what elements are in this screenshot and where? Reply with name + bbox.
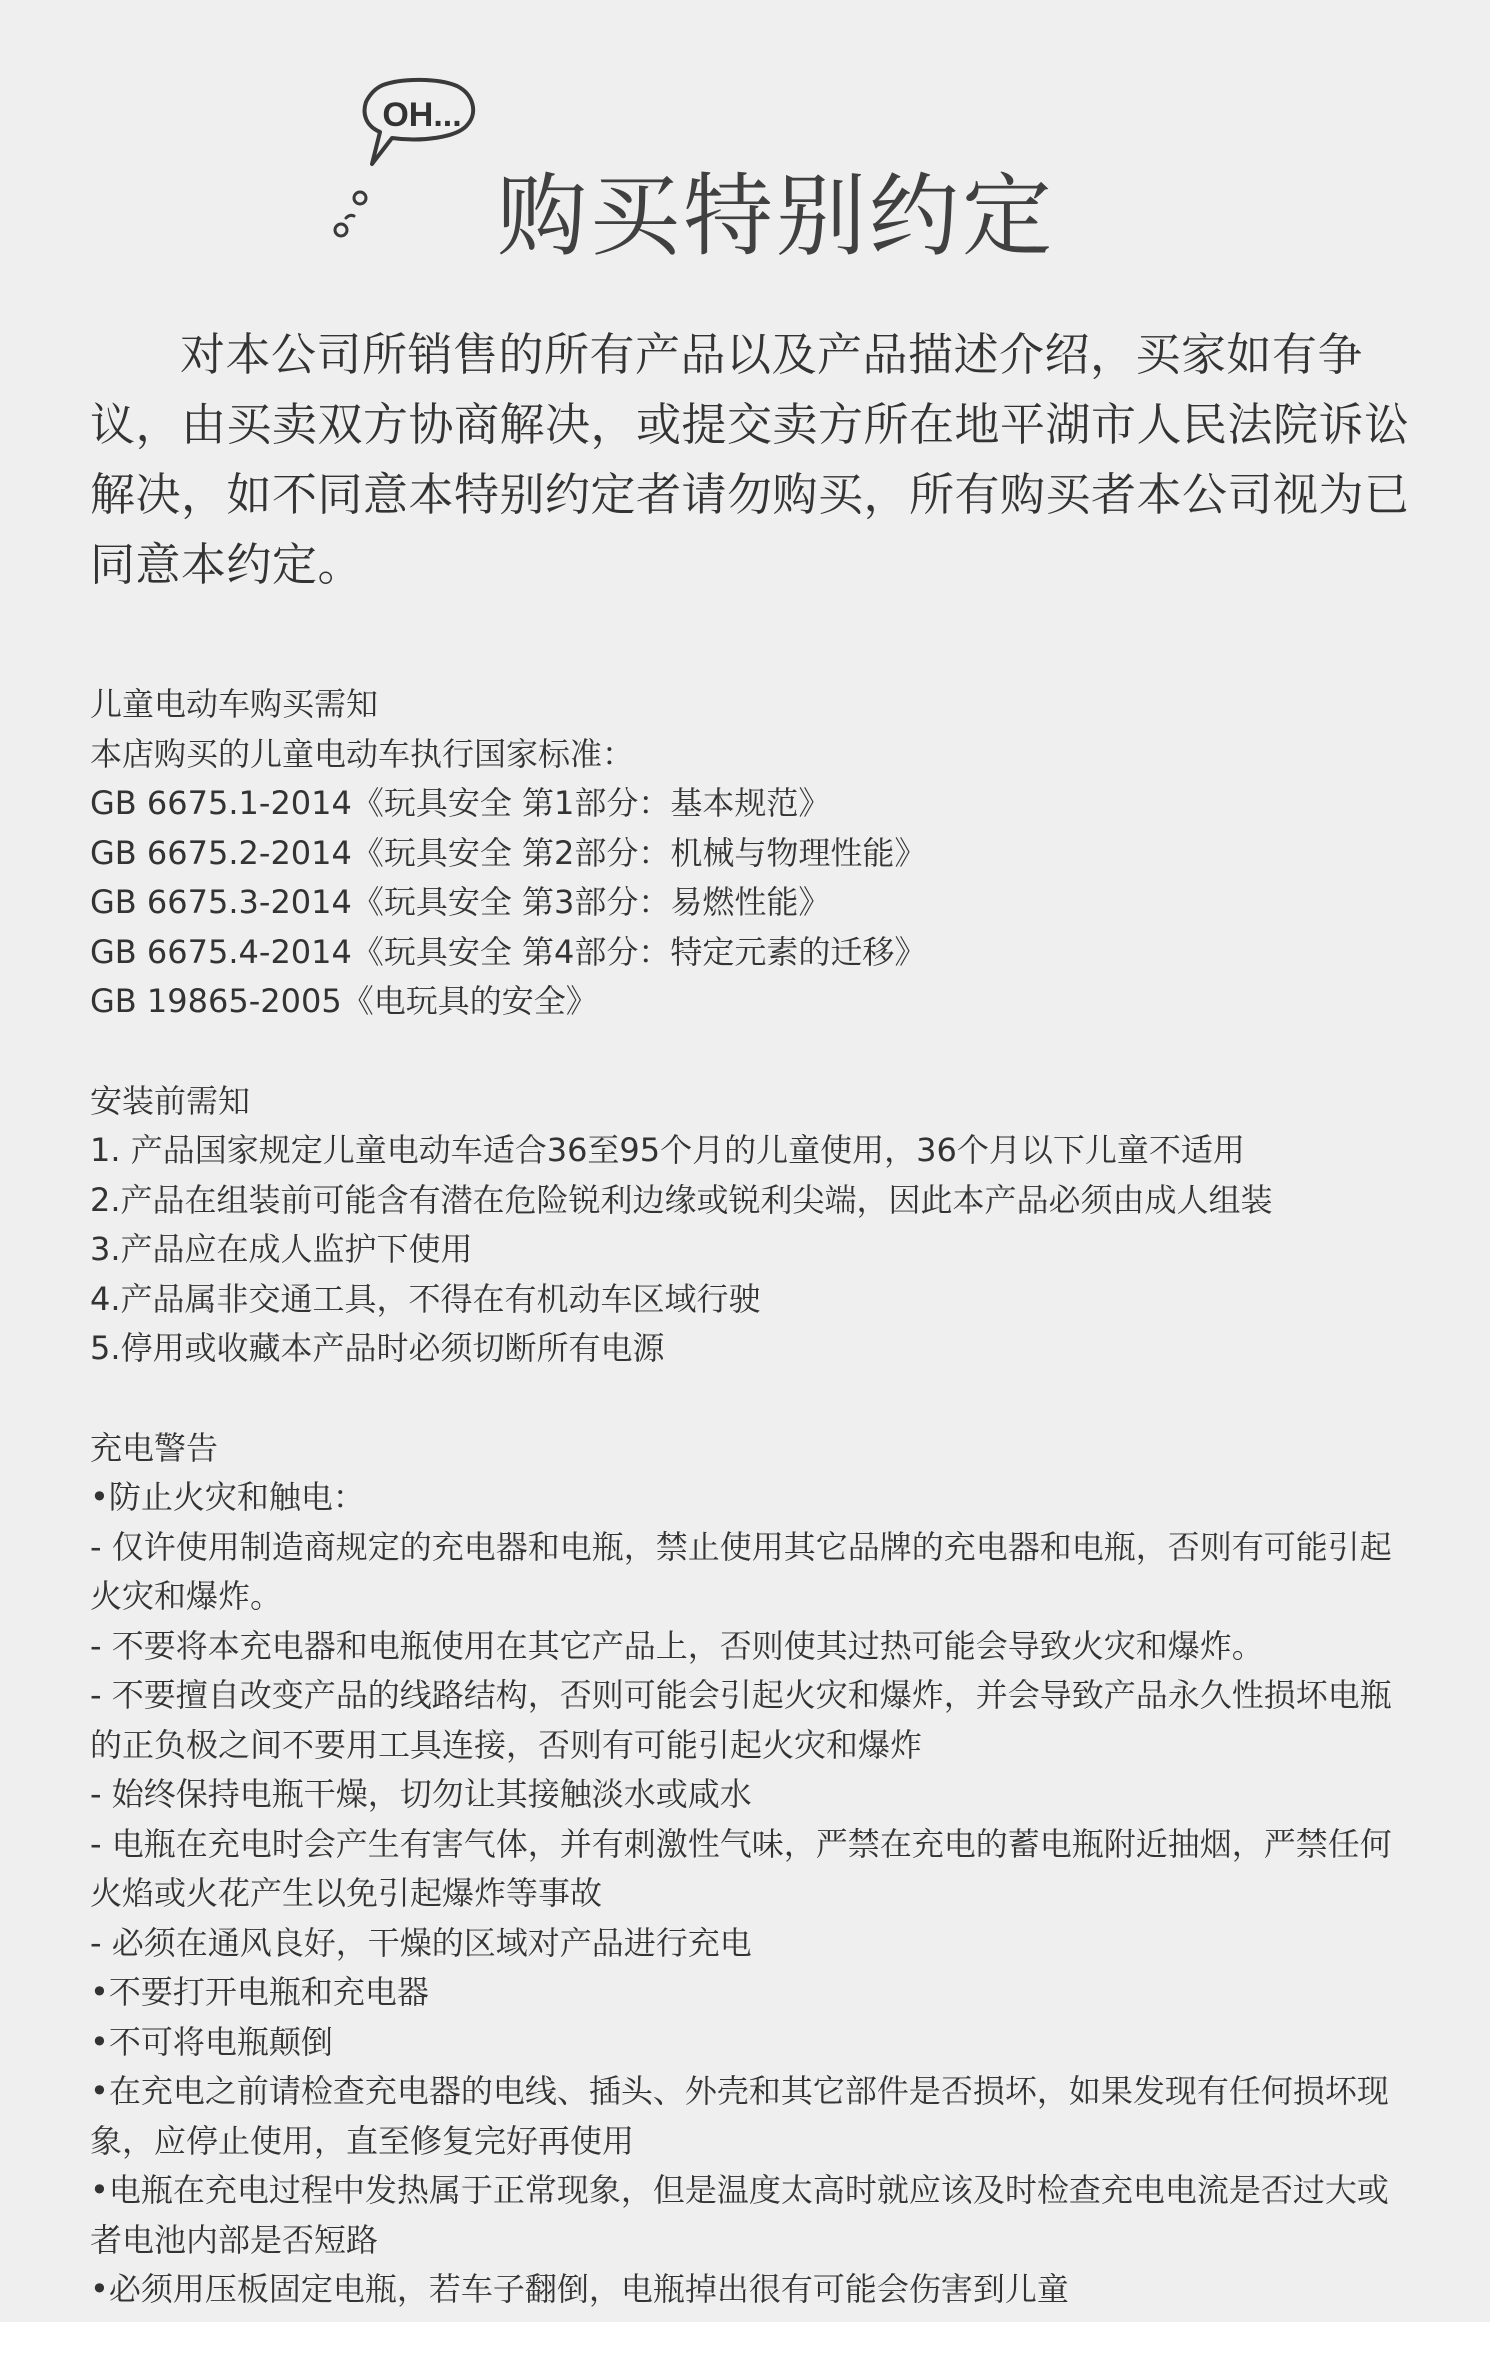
text-line: 4.产品属非交通工具，不得在有机动车区域行驶 (90, 1279, 761, 1318)
text-line: GB 6675.4-2014《玩具安全 第4部分：特定元素的迁移》 (90, 932, 927, 971)
text-line: •在充电之前请检查充电器的电线、插头、外壳和其它部件是否损坏，如果发现有任何损坏现象，应停止使用，直至修复完好再使用 (90, 2072, 1389, 2160)
text-line: - 电瓶在充电时会产生有害气体，并有刺激性气味，严禁在充电的蓄电瓶附近抽烟，严禁任何火焰或火花产生以免引起爆炸等事故 (90, 1824, 1392, 1912)
text-line: - 始终保持电瓶干燥，切勿让其接触淡水或咸水 (90, 1775, 752, 1813)
decor-dot (335, 224, 347, 236)
content (90, 680, 1420, 2365)
text-line: 2.产品在组装前可能含有潜在危险锐利边缘或锐利尖端，因此本产品必须由成人组装 (90, 1180, 1273, 1219)
text-line: •电瓶在充电过程中发热属于正常现象，但是温度太高时就应该及时检查充电电流是否过大或者电池内部是否短路 (90, 2171, 1389, 2259)
text-line: GB 19865-2005《电玩具的安全》 (90, 982, 598, 1020)
text-line: - 不要将本充电器和电瓶使用在其它产品上，否则使其过热可能会导致火灾和爆炸。 (90, 1626, 1264, 1665)
text-line: 5.停用或收藏本产品时必须切断所有电源 (90, 1329, 665, 1367)
section-charging-warning (90, 1424, 1420, 2315)
text-line: - 仅许使用制造商规定的充电器和电瓶，禁止使用其它品牌的充电器和电瓶，否则有可能引起火灾和爆炸。 (90, 1527, 1392, 1615)
decor-dot (354, 192, 366, 204)
section-title: 儿童电动车购买需知 (90, 685, 379, 723)
text-line: - 必须在通风良好，干燥的区域对产品进行充电 (90, 1923, 752, 1962)
section-purchase-notice (90, 680, 1420, 1027)
text-line: 1. 产品国家规定儿童电动车适合36至95个月的儿童使用，36个月以下儿童不适用 (90, 1131, 1245, 1169)
text-line: GB 6675.2-2014《玩具安全 第2部分：机械与物理性能》 (90, 833, 927, 872)
text-line: GB 6675.1-2014《玩具安全 第1部分：基本规范》 (90, 784, 831, 822)
section-title: 安装前需知 (90, 1081, 251, 1120)
page-title: 购买特别约定 (497, 167, 1055, 267)
text-line: •防止火灾和触电： (90, 1478, 365, 1516)
speech-bubble-icon (320, 70, 520, 240)
bubble-text: OH... (382, 96, 462, 134)
text-line: •不要打开电瓶和充电器 (90, 1973, 429, 2011)
text-line: 3.产品应在成人监护下使用 (90, 1230, 473, 1268)
text-line: GB 6675.3-2014《玩具安全 第3部分：易燃性能》 (90, 883, 831, 921)
text-line: •不可将电瓶颠倒 (90, 2022, 333, 2061)
header (320, 70, 1080, 290)
section-pre-install (90, 1077, 1420, 1374)
page-edge (1490, 0, 1500, 2322)
text-line: 本店购买的儿童电动车执行国家标准： (90, 734, 635, 773)
text-line: •必须用压板固定电瓶，若车子翻倒，电瓶掉出很有可能会伤害到儿童 (90, 2270, 1069, 2308)
section-title: 充电警告 (90, 1428, 219, 1467)
decor-stroke (346, 215, 354, 218)
special-agreement-text: 对本公司所销售的所有产品以及产品描述介绍，买家如有争议，由买卖双方协商解决，或提交卖方所在地平湖市人民法院诉讼解决，如不同意本特别约定者请勿购买，所有购买者本公司视为已同意本约定。 (90, 328, 1410, 591)
text-line: - 不要擅自改变产品的线路结构，否则可能会引起火灾和爆炸，并会导致产品永久性损坏电瓶的正负极之间不要用工具连接，否则有可能引起火灾和爆炸 (90, 1676, 1392, 1764)
